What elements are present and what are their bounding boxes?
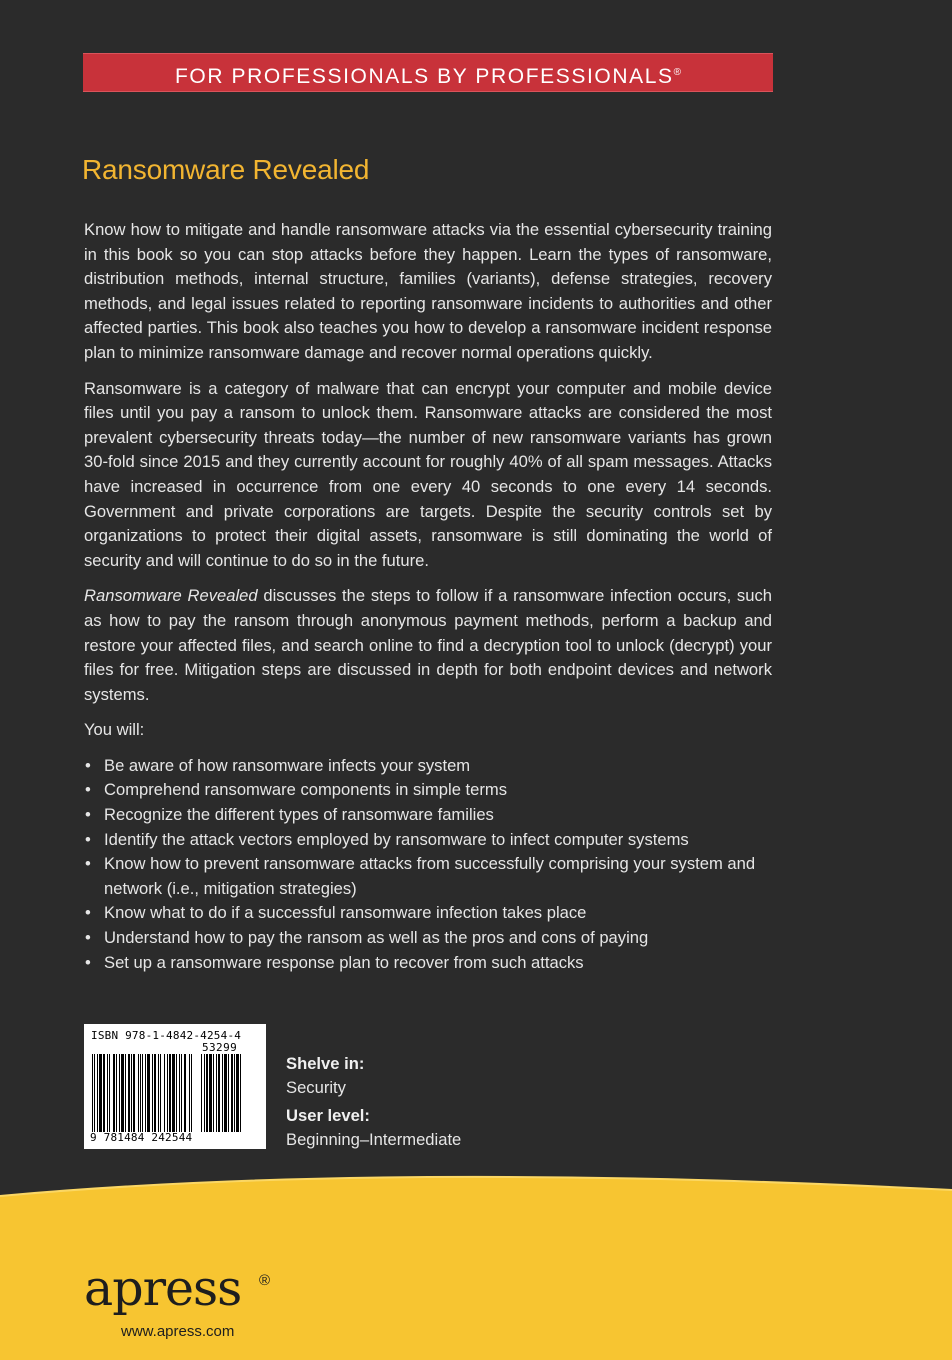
ean-digits: 9 781484 242544: [90, 1131, 193, 1144]
bullet-icon: •: [85, 805, 91, 825]
bullet-icon: •: [85, 755, 91, 775]
list-item-text: Understand how to pay the ransom as well as the pros and cons of paying: [104, 928, 649, 948]
logo-registered-mark: ®: [259, 1272, 271, 1289]
user-level-value: Beginning–Intermediate: [286, 1130, 462, 1149]
list-item-text: Know what to do if a successful ransomware infection takes place: [104, 903, 587, 923]
isbn-text: ISBN 978-1-4842-4254-4: [91, 1029, 242, 1042]
isbn-barcode: [84, 1024, 266, 1149]
list-item: [84, 951, 772, 976]
italic-book-title: Ransomware Revealed: [84, 586, 258, 606]
bullet-icon: •: [85, 854, 91, 874]
bullet-icon: •: [85, 903, 91, 923]
you-will-label: You will:: [84, 720, 145, 740]
bullet-icon: •: [85, 952, 91, 972]
list-item: [84, 778, 772, 803]
list-item-text: Comprehend ransomware components in simple terms: [104, 780, 508, 800]
publisher-url[interactable]: www.apress.com: [121, 1323, 235, 1340]
list-item-text: Set up a ransomware response plan to recover from such attacks: [104, 952, 584, 972]
description-paragraph-1: Know how to mitigate and handle ransomware attacks via the essential cybersecurity training in this book so you can stop attacks before they happen. Learn the types of ransomware, distribution methods, internal structure, families (variants), defense strategies, recovery methods, and legal issues related to reporting ransomware incidents to authorities and other affected parties. This book also teaches you how to develop a ransomware incident response plan to minimize ransomware damage and recover normal operations quickly.: [84, 220, 772, 362]
book-title: Ransomware Revealed: [82, 154, 370, 185]
registered-mark: ®: [673, 67, 681, 78]
list-item: [84, 901, 772, 926]
description-paragraph-2: Ransomware is a category of malware that can encrypt your computer and mobile device files until you pay a ransom to unlock them. Ransomware attacks are considered the most prevalent cybersecurity threats today—the number of new ransomware variants has grown 30-fold since 2015 and they currently account for roughly 40% of all spam messages. Attacks have increased in occurrence from one every 40 seconds to one every 14 seconds. Government and private corporations are targets. Despite the security controls set by organizations to protect their digital assets, ransomware is still dominating the world of security and will continue to do so in the future.: [84, 378, 772, 570]
barcode-bars-icon: [92, 1054, 194, 1132]
list-item: [84, 926, 772, 951]
list-item-text: Be aware of how ransomware infects your system: [104, 755, 471, 775]
description-paragraph-3: [84, 584, 772, 707]
bullet-icon: •: [85, 928, 91, 948]
list-item-text: Know how to prevent ransomware attacks from successfully comprising your system and network (i.e., mitigation strategies): [104, 854, 756, 898]
shelving-info: [286, 1052, 461, 1152]
description: [84, 218, 772, 975]
price-code: 53299: [202, 1041, 238, 1054]
bullet-icon: •: [85, 780, 91, 800]
list-item-text: Recognize the different types of ransomware families: [104, 805, 494, 825]
shelve-in-label: Shelve in:: [286, 1054, 365, 1073]
list-item: [84, 754, 772, 779]
apress-logo: apress: [84, 1260, 242, 1317]
series-banner: [83, 53, 773, 92]
list-item-text: Identify the attack vectors employed by ransomware to infect computer systems: [104, 829, 689, 849]
paragraph-3-body: discusses the steps to follow if a ransomware infection occurs, such as how to pay the ransom through anonymous payment methods, perform a backup and restore your affected files, and search online to find a decryption tool to unlock (decrypt) your files for free. Mitigation steps are discussed in depth for both endpoint devices and network systems.: [84, 586, 772, 704]
bullet-icon: •: [85, 829, 91, 849]
list-item: [84, 803, 772, 828]
learning-outcomes-list: [84, 754, 772, 975]
series-banner-text: FOR PROFESSIONALS BY PROFESSIONALS: [174, 65, 674, 88]
barcode-addon-bars-icon: [201, 1054, 258, 1132]
shelve-in-value: Security: [286, 1078, 346, 1097]
list-item: [84, 852, 772, 901]
list-item: [84, 828, 772, 853]
user-level-label: User level:: [286, 1106, 370, 1125]
